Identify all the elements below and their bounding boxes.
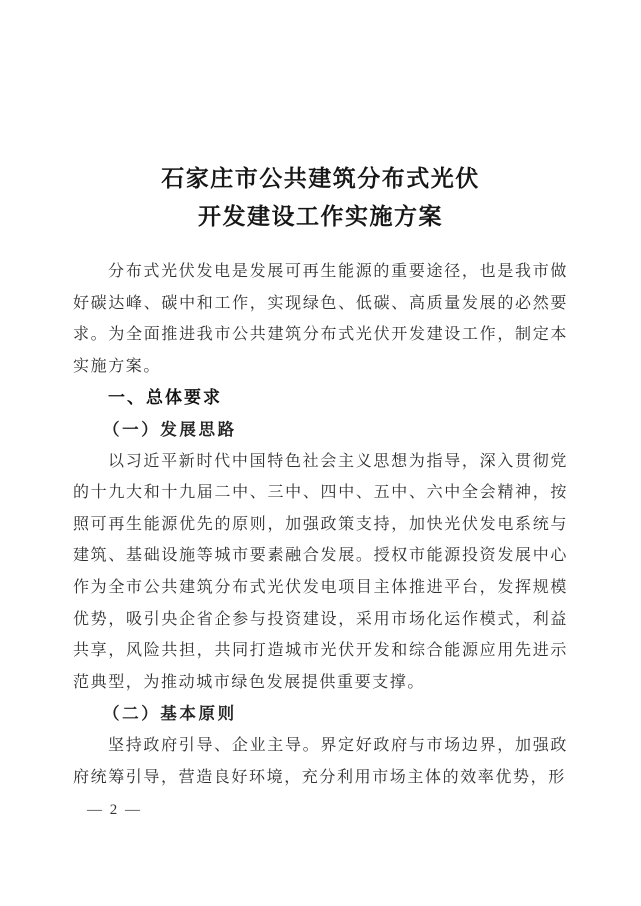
document-title-line-2: 开发建设工作实施方案 [198, 204, 443, 229]
paragraph-intro: 分布式光伏发电是发展可再生能源的重要途径，也是我市做好碳达峰、碳中和工作，实现绿色、低碳、高质量发展的必然要求。为全面推进我市公共建筑分布式光伏开发建设工作，制定本实施方案。 [73, 263, 568, 375]
paragraph-development-approach: 以习近平新时代中国特色社会主义思想为指导，深入贯彻党的十九大和十九届二中、三中、四中、五中、六中全会精神，按照可再生能源优先的原则，加强政策支持，加快光伏发电系统与建筑、基础设施等城市要素融合发展。授权市能源投资发展中心作为全市公共建筑分布式光伏发电项目主体推进平台，发挥规模优势，吸引央企省企参与投资建设，采用市场化运作模式，利益共享，风险共担，共同打造城市光伏开发和综合能源应用先进示范典型，为推动城市绿色发展提供重要支撑。 [73, 452, 568, 691]
paragraph-basic-principles: 坚持政府引导、企业主导。界定好政府与市场边界，加强政府统筹引导，营造良好环境，充分利用市场主体的效率优势，形 [73, 736, 568, 786]
subsection-heading-basic-principles: （二）基本原则 [103, 704, 237, 724]
document-body [73, 256, 568, 793]
subsection-heading-development-approach: （一）发展思路 [103, 419, 237, 439]
document-title [0, 160, 641, 236]
section-heading-overall-requirements: 一、总体要求 [108, 388, 222, 408]
page-number: — 2 — [87, 802, 142, 818]
document-title-line-1: 石家庄市公共建筑分布式光伏 [161, 166, 480, 191]
